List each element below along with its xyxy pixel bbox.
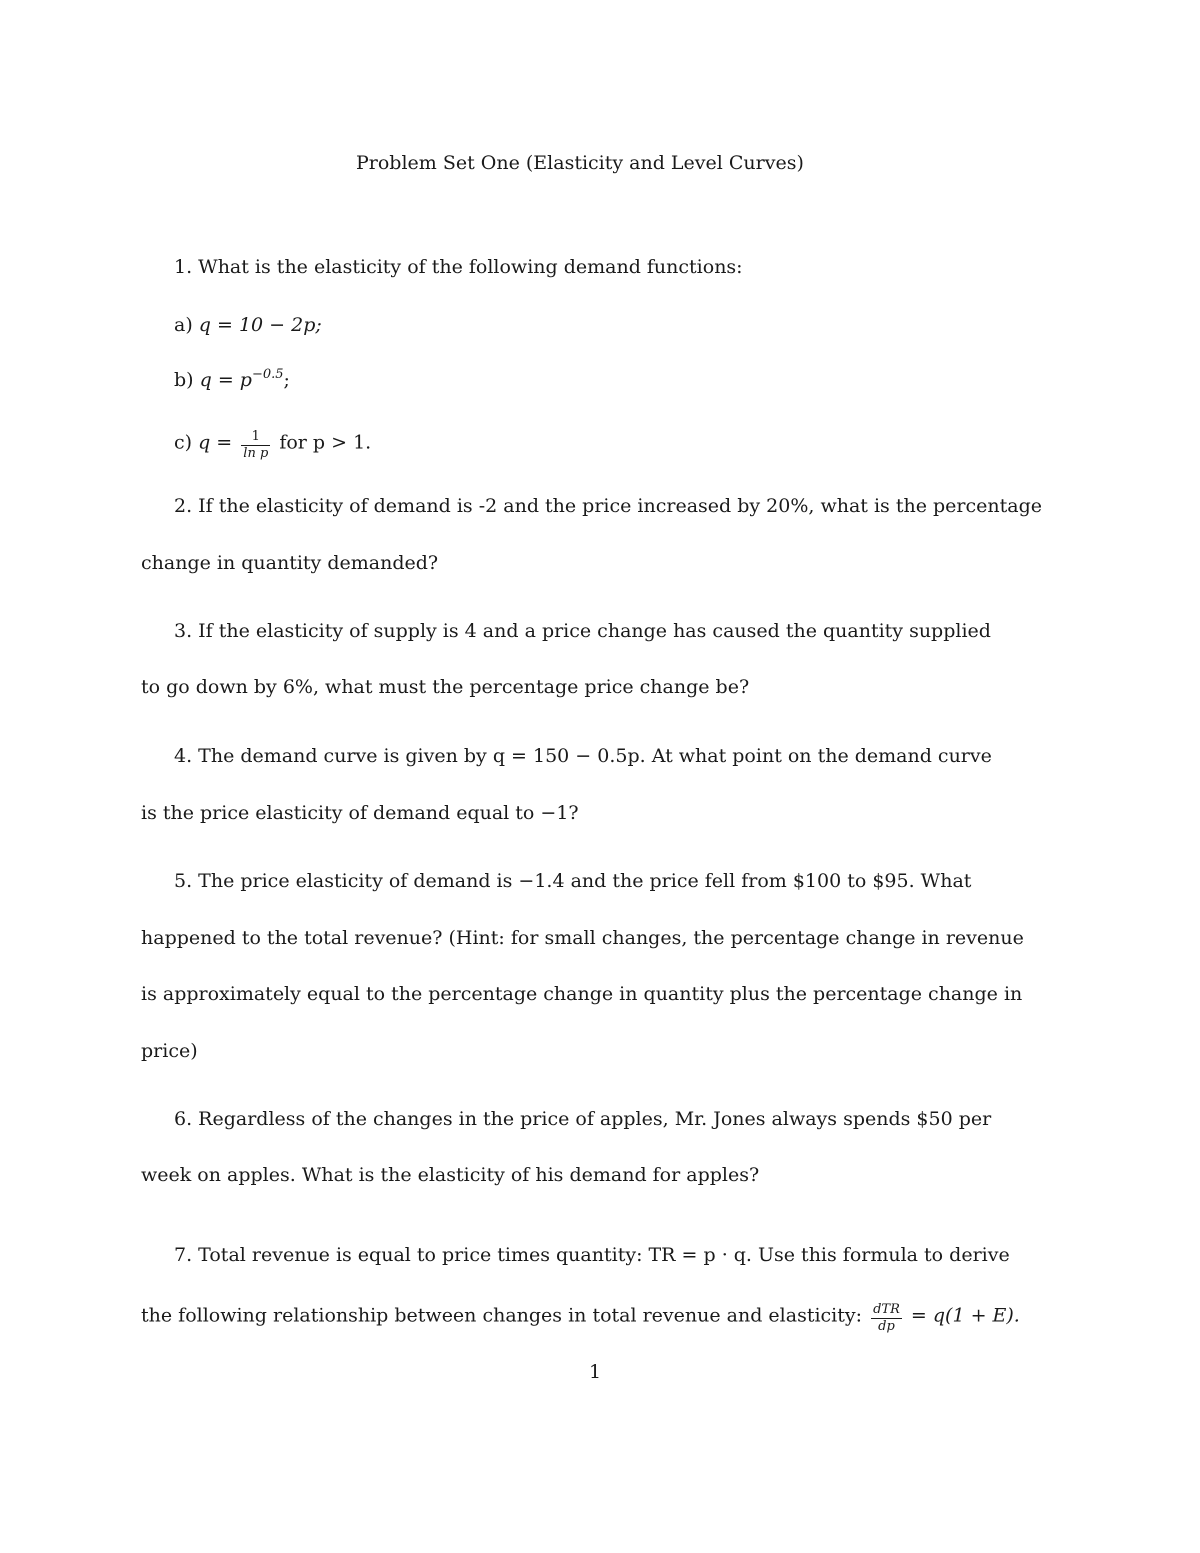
question-6-line-2: week on apples. What is the elasticity of his demand for apples? [141, 1164, 760, 1186]
question-7-rhs: = q(1 + E). [910, 1304, 1020, 1327]
question-7-derivative-fraction [871, 1303, 902, 1333]
page-number: 1 [589, 1361, 602, 1383]
question-4-line-2: is the price elasticity of demand equal to −1? [141, 802, 579, 824]
question-5-line-3: is approximately equal to the percentage change in quantity plus the percentage change in [141, 983, 1023, 1005]
question-1-intro: 1. What is the elasticity of the following demand functions: [174, 256, 743, 278]
question-1b [174, 367, 290, 391]
question-3-line-2: to go down by 6%, what must the percentage price change be? [141, 676, 750, 698]
question-1b-label: b) [174, 369, 194, 391]
question-1c [174, 430, 371, 460]
question-1a [174, 316, 322, 335]
question-2-line-1: 2. If the elasticity of demand is -2 and the price increased by 20%, what is the percentage [174, 495, 1042, 517]
question-1c-label: c) [174, 431, 193, 454]
question-7-derivative-numerator: dTR [873, 1302, 900, 1317]
question-1b-base: q = p [199, 369, 252, 391]
question-7-derivative-denominator: dp [878, 1318, 895, 1334]
question-7-line-2 [141, 1303, 1020, 1333]
question-2-line-2: change in quantity demanded? [141, 552, 439, 574]
question-5-line-4: price) [141, 1040, 198, 1062]
question-1b-exponent: −0.5 [251, 367, 284, 382]
question-1a-expression: q = 10 − 2p; [198, 314, 322, 336]
question-7-line-2-text: the following relationship between changes in total revenue and elasticity: [141, 1304, 863, 1327]
question-5-line-2: happened to the total revenue? (Hint: for small changes, the percentage change in revenue [141, 927, 1024, 949]
question-1c-tail: for p > 1. [279, 431, 372, 454]
question-5-line-1: 5. The price elasticity of demand is −1.4 and the price fell from $100 to $95. What [174, 870, 972, 892]
question-1c-denominator: ln p [243, 445, 269, 461]
question-1c-lhs: q = [198, 431, 233, 454]
question-1c-numerator: 1 [241, 430, 270, 446]
question-1c-fraction [241, 430, 270, 460]
question-3-line-1: 3. If the elasticity of supply is 4 and a price change has caused the quantity supplied [174, 620, 991, 642]
question-7-line-1: 7. Total revenue is equal to price times quantity: TR = p · q. Use this formula to derive [174, 1244, 1010, 1266]
question-1b-tail: ; [283, 369, 290, 391]
question-4-line-1: 4. The demand curve is given by q = 150 − 0.5p. At what point on the demand curve [174, 745, 992, 767]
page-title: Problem Set One (Elasticity and Level Curves) [356, 152, 804, 174]
question-6-line-1: 6. Regardless of the changes in the price of apples, Mr. Jones always spends $50 per [174, 1108, 992, 1130]
question-1a-label: a) [174, 314, 193, 336]
